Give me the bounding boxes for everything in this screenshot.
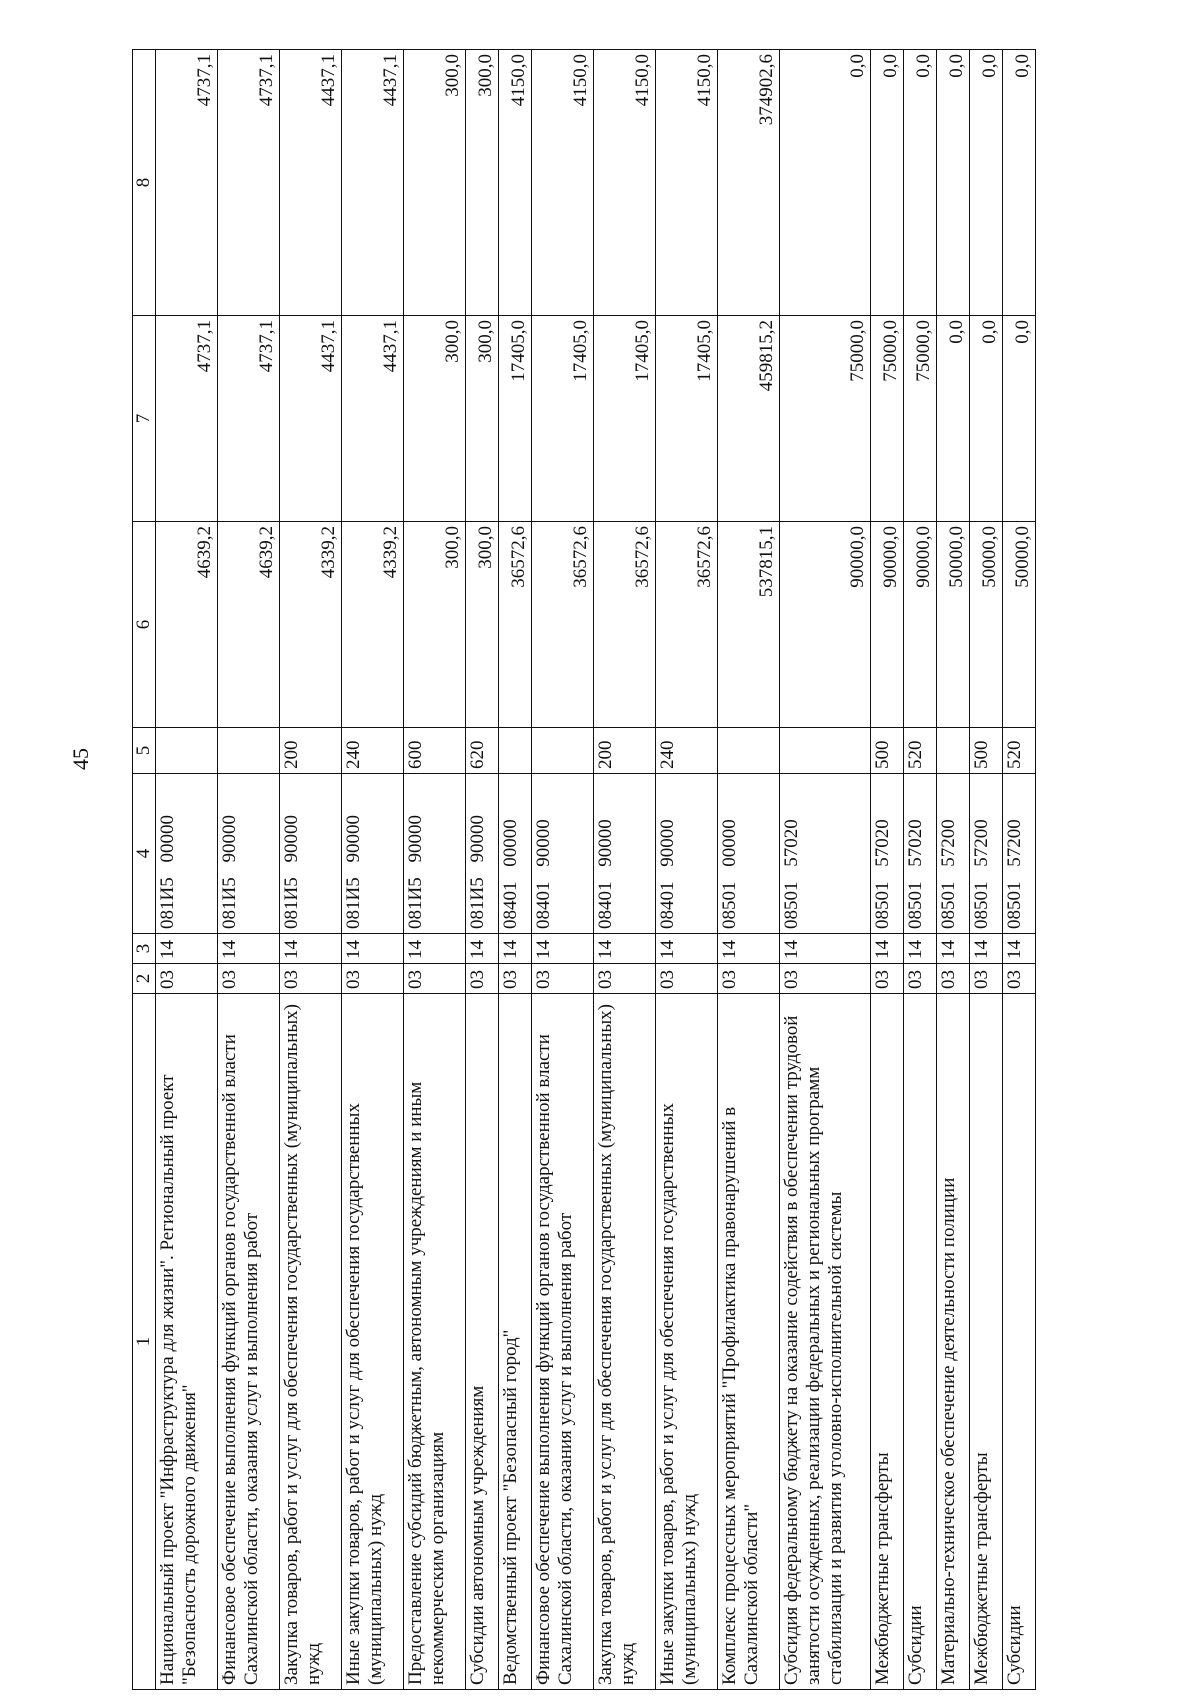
cell-section: 03 <box>903 964 936 994</box>
col-header-subsection: 3 <box>133 934 156 964</box>
cell-section: 03 <box>342 964 404 994</box>
cell-section: 03 <box>871 964 904 994</box>
cell-name: Комплекс процессных мероприятий "Профилактика правонарушений в Сахалинской области" <box>717 994 779 1690</box>
cell-value-col6: 4339,2 <box>342 522 404 728</box>
cell-value-col8: 374902,6 <box>717 50 779 316</box>
cell-section: 03 <box>717 964 779 994</box>
cell-name: Закупка товаров, работ и услуг для обеспечения государственных (муниципальных) нужд <box>593 994 655 1690</box>
col-header-section: 2 <box>133 964 156 994</box>
cell-value-col6: 90000,0 <box>779 522 870 728</box>
cell-value-col7: 0,0 <box>1002 316 1035 522</box>
table-row <box>499 50 532 1690</box>
table-row <box>218 50 280 1690</box>
table-row <box>1002 50 1035 1690</box>
cell-expense-type <box>499 728 532 774</box>
cell-value-col8: 0,0 <box>779 50 870 316</box>
cell-subsection: 14 <box>218 934 280 964</box>
cell-subsection: 14 <box>156 934 218 964</box>
cell-expense-type: 520 <box>1002 728 1035 774</box>
cell-value-col7: 4737,1 <box>156 316 218 522</box>
cell-name: Субсидии <box>903 994 936 1690</box>
cell-section: 03 <box>593 964 655 994</box>
cell-name: Закупка товаров, работ и услуг для обеспечения государственных (муниципальных) нужд <box>280 994 342 1690</box>
cell-value-col6: 36572,6 <box>499 522 532 728</box>
cell-value-col8: 0,0 <box>903 50 936 316</box>
cell-name: Межбюджетные трансферты <box>969 994 1002 1690</box>
cell-subsection: 14 <box>466 934 499 964</box>
cell-expense-type: 500 <box>871 728 904 774</box>
cell-target-article: 08501 57200 <box>936 774 969 934</box>
table-row <box>779 50 870 1690</box>
cell-value-col7: 4737,1 <box>218 316 280 522</box>
table-body <box>156 50 1036 1690</box>
table-header-row <box>133 50 156 1690</box>
col-header-name: 1 <box>133 994 156 1690</box>
cell-value-col7: 0,0 <box>969 316 1002 522</box>
cell-value-col8: 0,0 <box>871 50 904 316</box>
cell-section: 03 <box>655 964 717 994</box>
cell-section: 03 <box>969 964 1002 994</box>
table-row <box>404 50 466 1690</box>
cell-value-col8: 4437,1 <box>342 50 404 316</box>
cell-value-col8: 0,0 <box>969 50 1002 316</box>
cell-name: Иные закупки товаров, работ и услуг для обеспечения государственных (муниципальных) нужд <box>342 994 404 1690</box>
cell-section: 03 <box>156 964 218 994</box>
table-row <box>655 50 717 1690</box>
cell-value-col6: 50000,0 <box>969 522 1002 728</box>
cell-value-col6: 50000,0 <box>1002 522 1035 728</box>
cell-name: Материально-техническое обеспечение деятельности полиции <box>936 994 969 1690</box>
cell-value-col6: 4339,2 <box>280 522 342 728</box>
table-row <box>593 50 655 1690</box>
cell-target-article: 08501 57200 <box>969 774 1002 934</box>
cell-value-col8: 300,0 <box>466 50 499 316</box>
cell-value-col8: 4437,1 <box>280 50 342 316</box>
cell-expense-type <box>156 728 218 774</box>
cell-name: Субсидии <box>1002 994 1035 1690</box>
cell-subsection: 14 <box>1002 934 1035 964</box>
cell-target-article: 08501 57020 <box>871 774 904 934</box>
cell-expense-type: 240 <box>655 728 717 774</box>
cell-value-col7: 300,0 <box>404 316 466 522</box>
table-row <box>156 50 218 1690</box>
cell-target-article: 08401 90000 <box>531 774 593 934</box>
cell-subsection: 14 <box>280 934 342 964</box>
cell-subsection: 14 <box>717 934 779 964</box>
cell-target-article: 081И5 90000 <box>280 774 342 934</box>
cell-expense-type: 240 <box>342 728 404 774</box>
cell-value-col7: 17405,0 <box>593 316 655 522</box>
table-row <box>717 50 779 1690</box>
budget-table <box>132 49 1036 1690</box>
cell-name: Ведомственный проект "Безопасный город" <box>499 994 532 1690</box>
cell-section: 03 <box>404 964 466 994</box>
cell-value-col7: 17405,0 <box>531 316 593 522</box>
cell-target-article: 081И5 90000 <box>342 774 404 934</box>
cell-section: 03 <box>466 964 499 994</box>
cell-expense-type <box>218 728 280 774</box>
cell-subsection: 14 <box>969 934 1002 964</box>
cell-name: Предоставление субсидий бюджетным, автономным учреждениям и иным некоммерческим организациям <box>404 994 466 1690</box>
cell-expense-type: 520 <box>903 728 936 774</box>
cell-value-col7: 300,0 <box>466 316 499 522</box>
cell-section: 03 <box>218 964 280 994</box>
col-header-year-1: 6 <box>133 522 156 728</box>
cell-value-col8: 4150,0 <box>655 50 717 316</box>
cell-value-col6: 50000,0 <box>936 522 969 728</box>
cell-subsection: 14 <box>871 934 904 964</box>
table-row <box>936 50 969 1690</box>
cell-value-col6: 537815,1 <box>717 522 779 728</box>
table-row <box>969 50 1002 1690</box>
cell-value-col8: 4150,0 <box>499 50 532 316</box>
cell-value-col8: 4150,0 <box>593 50 655 316</box>
cell-value-col6: 4639,2 <box>218 522 280 728</box>
cell-value-col8: 0,0 <box>1002 50 1035 316</box>
col-header-year-3: 8 <box>133 50 156 316</box>
cell-subsection: 14 <box>779 934 870 964</box>
cell-subsection: 14 <box>936 934 969 964</box>
cell-target-article: 081И5 90000 <box>218 774 280 934</box>
cell-expense-type: 620 <box>466 728 499 774</box>
cell-name: Иные закупки товаров, работ и услуг для обеспечения государственных (муниципальных) нужд <box>655 994 717 1690</box>
cell-target-article: 08401 90000 <box>655 774 717 934</box>
cell-name: Национальный проект "Инфраструктура для жизни". Региональный проект "Безопасность дорожного движения" <box>156 994 218 1690</box>
cell-value-col8: 4150,0 <box>531 50 593 316</box>
table-row <box>280 50 342 1690</box>
cell-subsection: 14 <box>499 934 532 964</box>
table-row <box>871 50 904 1690</box>
cell-expense-type <box>936 728 969 774</box>
cell-value-col6: 300,0 <box>404 522 466 728</box>
cell-value-col6: 36572,6 <box>655 522 717 728</box>
cell-target-article: 08501 57020 <box>779 774 870 934</box>
cell-value-col8: 4737,1 <box>218 50 280 316</box>
cell-name: Субсидия федеральному бюджету на оказание содействия в обеспечении трудовой занятости осужденных, реализации федеральных и региональных программ стабилизации и развития уголовно-исполнительной системы <box>779 994 870 1690</box>
cell-expense-type: 500 <box>969 728 1002 774</box>
cell-name: Межбюджетные трансферты <box>871 994 904 1690</box>
cell-section: 03 <box>499 964 532 994</box>
cell-expense-type: 200 <box>593 728 655 774</box>
cell-value-col6: 300,0 <box>466 522 499 728</box>
col-header-expense-type: 5 <box>133 728 156 774</box>
budget-table-container <box>132 50 1036 1690</box>
cell-value-col7: 75000,0 <box>903 316 936 522</box>
cell-subsection: 14 <box>903 934 936 964</box>
cell-expense-type <box>779 728 870 774</box>
cell-value-col7: 17405,0 <box>499 316 532 522</box>
cell-target-article: 081И5 90000 <box>466 774 499 934</box>
cell-name: Финансовое обеспечение выполнения функций органов государственной власти Сахалинской области, оказания услуг и выполнения работ <box>218 994 280 1690</box>
cell-value-col7: 75000,0 <box>779 316 870 522</box>
cell-value-col6: 90000,0 <box>871 522 904 728</box>
cell-value-col7: 75000,0 <box>871 316 904 522</box>
cell-section: 03 <box>280 964 342 994</box>
cell-value-col7: 4437,1 <box>342 316 404 522</box>
cell-expense-type: 600 <box>404 728 466 774</box>
cell-value-col8: 4737,1 <box>156 50 218 316</box>
page-number: 45 <box>68 748 93 770</box>
cell-target-article: 08401 00000 <box>499 774 532 934</box>
cell-target-article: 08401 90000 <box>593 774 655 934</box>
cell-section: 03 <box>779 964 870 994</box>
cell-name: Субсидии автономным учреждениям <box>466 994 499 1690</box>
cell-name: Финансовое обеспечение выполнения функций органов государственной власти Сахалинской области, оказания услуг и выполнения работ <box>531 994 593 1690</box>
cell-subsection: 14 <box>655 934 717 964</box>
cell-subsection: 14 <box>342 934 404 964</box>
cell-target-article: 081И5 90000 <box>404 774 466 934</box>
cell-expense-type <box>717 728 779 774</box>
cell-subsection: 14 <box>404 934 466 964</box>
table-row <box>342 50 404 1690</box>
cell-value-col6: 90000,0 <box>903 522 936 728</box>
cell-value-col6: 36572,6 <box>593 522 655 728</box>
cell-value-col7: 4437,1 <box>280 316 342 522</box>
col-header-target-article: 4 <box>133 774 156 934</box>
cell-section: 03 <box>1002 964 1035 994</box>
cell-expense-type: 200 <box>280 728 342 774</box>
cell-target-article: 08501 57200 <box>1002 774 1035 934</box>
cell-value-col6: 36572,6 <box>531 522 593 728</box>
cell-target-article: 08501 57020 <box>903 774 936 934</box>
cell-value-col7: 0,0 <box>936 316 969 522</box>
table-row <box>903 50 936 1690</box>
cell-expense-type <box>531 728 593 774</box>
cell-subsection: 14 <box>593 934 655 964</box>
cell-target-article: 081И5 00000 <box>156 774 218 934</box>
cell-section: 03 <box>531 964 593 994</box>
cell-value-col8: 0,0 <box>936 50 969 316</box>
col-header-year-2: 7 <box>133 316 156 522</box>
table-row <box>466 50 499 1690</box>
cell-value-col8: 300,0 <box>404 50 466 316</box>
cell-section: 03 <box>936 964 969 994</box>
cell-subsection: 14 <box>531 934 593 964</box>
cell-value-col7: 17405,0 <box>655 316 717 522</box>
cell-value-col7: 459815,2 <box>717 316 779 522</box>
table-row <box>531 50 593 1690</box>
cell-target-article: 08501 00000 <box>717 774 779 934</box>
cell-value-col6: 4639,2 <box>156 522 218 728</box>
